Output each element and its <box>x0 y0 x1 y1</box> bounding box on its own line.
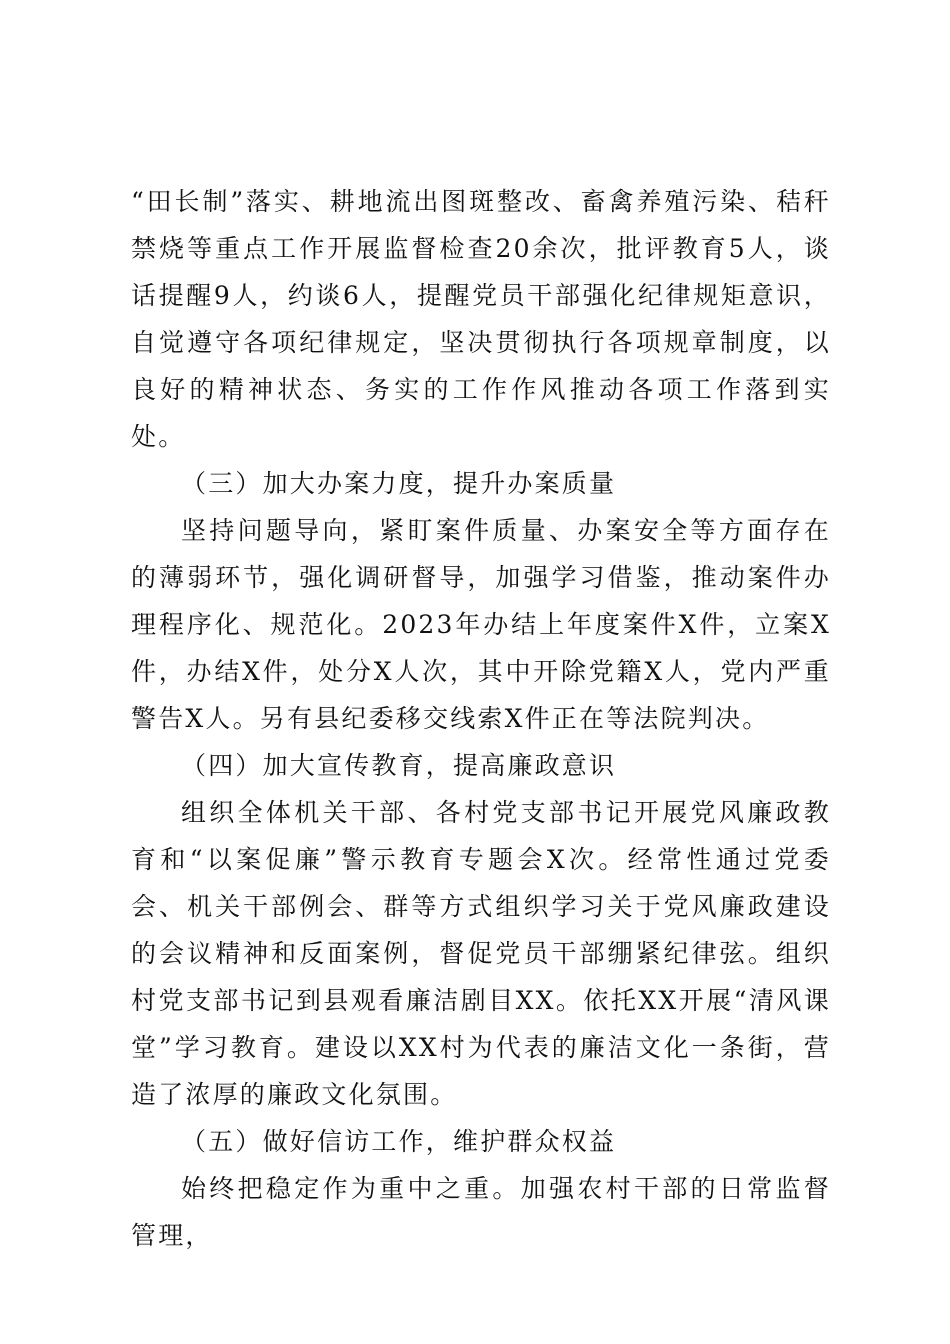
document-body <box>131 178 831 1259</box>
section-heading-4: （四）加大宣传教育，提高廉政意识 <box>181 751 617 780</box>
paragraph-petition: 始终把稳定作为重中之重。加强农村干部的日常监督管理， <box>131 1174 831 1250</box>
paragraph-continuation: “田长制”落实、耕地流出图斑整改、畜禽养殖污染、秸秆禁烧等重点工作开展监督检查20余次，批评教育5人，谈话提醒9人，约谈6人，提醒党员干部强化纪律规矩意识，自觉遵守各项纪律规定，坚决贯彻执行各项规章制度，以良好的精神状态、务实的工作作风推动各项工作落到实处。 <box>131 187 831 451</box>
paragraph-case-handling: 坚持问题导向，紧盯案件质量、办案安全等方面存在的薄弱环节，强化调研督导，加强学习借鉴，推动案件办理程序化、规范化。2023年办结上年度案件X件，立案X件，办结X件，处分X人次，其中开除党籍X人，党内严重警告X人。另有县纪委移交线索X件正在等法院判决。 <box>131 516 831 733</box>
section-heading-5: （五）做好信访工作，维护群众权益 <box>181 1127 617 1156</box>
paragraph-education: 组织全体机关干部、各村党支部书记开展党风廉政教育和“以案促廉”警示教育专题会X次。经常性通过党委会、机关干部例会、群等方式组织学习关于党风廉政建设的会议精神和反面案例，督促党员干部绷紧纪律弦。组织村党支部书记到县观看廉洁剧目XX。依托XX开展“清风课堂”学习教育。建设以XX村为代表的廉洁文化一条街，营造了浓厚的廉政文化氛围。 <box>131 798 831 1109</box>
section-heading-3: （三）加大办案力度，提升办案质量 <box>181 469 617 498</box>
